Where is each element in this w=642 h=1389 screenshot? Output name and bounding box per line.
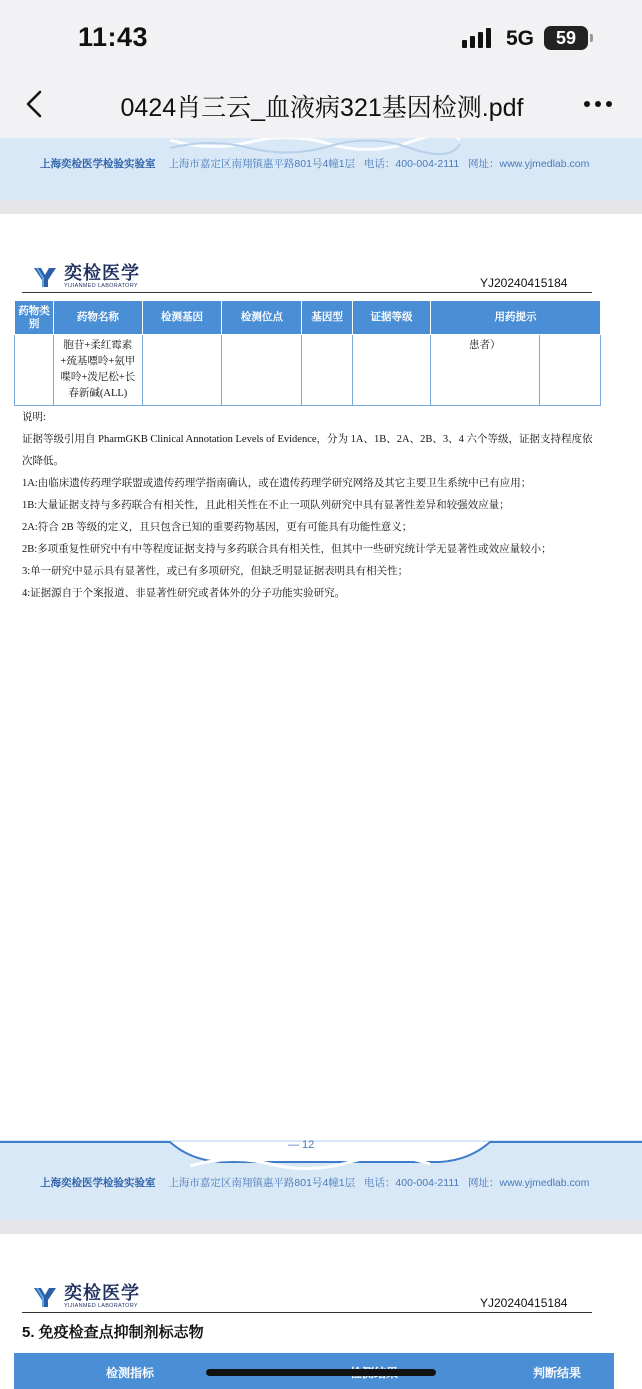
- notes-intro: 证据等级引用自 PharmGKB Clinical Annotation Levels of Evidence，分为 1A、1B、2A、2B、3、4 六个等级，证据支持程度依次降低。: [22, 434, 593, 467]
- col-gene: 检测基因: [142, 301, 222, 335]
- header-divider: [22, 292, 592, 293]
- company-logo: [32, 264, 140, 289]
- drug-table: [14, 300, 601, 406]
- clock: 11:43: [78, 22, 149, 52]
- col-judgement: 判断结果: [533, 1366, 582, 1380]
- note-2a: 2A:符合 2B 等级的定义，且只包含已知的重要药物基因，更有可能具有功能性意义；: [22, 522, 413, 533]
- notes-title: 说明:: [22, 412, 46, 423]
- home-indicator[interactable]: [206, 1369, 436, 1376]
- page-separator: [0, 1220, 642, 1234]
- page-separator: [0, 200, 642, 214]
- header-divider: [22, 1312, 592, 1313]
- logo-name: 奕检医学: [64, 263, 140, 283]
- report-id: YJ20240415184: [480, 276, 568, 290]
- cell-gene: [142, 335, 222, 406]
- lab-phone: 电话：400-004-2111: [363, 158, 460, 170]
- page-footer-band: [0, 138, 642, 200]
- cellular-signal-icon: [462, 28, 491, 48]
- note-4: 4:证据源自于个案报道、非显著性研究或者体外的分子功能实验研究。: [22, 588, 346, 599]
- note-1a: 1A:由临床遗传药理学联盟或遗传药理学指南确认，或在遗传药理学研究网络及其它主要卫生系统中已有应用；: [22, 478, 532, 489]
- note-3: 3:单一研究中显示具有显著性，或已有多项研究，但缺乏明显证据表明具有相关性；: [22, 566, 409, 577]
- yijian-logo-icon: [32, 265, 58, 289]
- document-title: 0424肖三云_血液病321基因检测.pdf: [120, 94, 524, 122]
- col-evidence-level: 证据等级: [353, 301, 431, 335]
- lab-name: 上海奕检医学检验实验室: [40, 158, 156, 170]
- cell-evidence: [353, 335, 431, 406]
- cell-tip: 患者）: [430, 335, 539, 406]
- lab-website: 网址：www.yjmedlab.com: [468, 158, 590, 170]
- col-medication-tip: 用药提示: [430, 301, 600, 335]
- more-options-button[interactable]: [584, 92, 618, 116]
- dna-wave-decoration: [0, 1140, 642, 1172]
- lab-info: [40, 1175, 589, 1190]
- lab-info: [40, 156, 589, 171]
- lab-name: 上海奕检医学检验实验室: [40, 1177, 156, 1189]
- col-drug-category: 药物类别: [15, 301, 54, 335]
- col-genotype: 基因型: [302, 301, 353, 335]
- battery-icon: [544, 26, 588, 50]
- yijian-logo-icon: [32, 1285, 58, 1309]
- status-bar: [0, 0, 642, 72]
- lab-address: 上海市嘉定区南翔镇惠平路801号4幢1层: [168, 158, 356, 170]
- lab-phone: 电话：400-004-2111: [363, 1177, 460, 1189]
- note-2b: 2B:多项重复性研究中有中等程度证据支持与多药联合具有相关性，但其中一些研究统计学无显著性或效应量较小；: [22, 544, 552, 555]
- logo-subtitle: YIJIANMED LABORATORY: [64, 283, 138, 289]
- page-footer-band: [0, 1140, 642, 1220]
- network-type: 5G: [506, 27, 535, 50]
- lab-address: 上海市嘉定区南翔镇惠平路801号4幢1层: [168, 1177, 356, 1189]
- cell-locus: [222, 335, 302, 406]
- nav-bar: [0, 72, 642, 138]
- logo-name: 奕检医学: [64, 1283, 140, 1303]
- lab-website: 网址：www.yjmedlab.com: [468, 1177, 590, 1189]
- cell-genotype: [302, 335, 353, 406]
- section-title: 5. 免疫检查点抑制剂标志物: [22, 1324, 204, 1341]
- cell-category: [15, 335, 54, 406]
- company-logo: [32, 1284, 140, 1309]
- note-1b: 1B:大量证据支持与多药联合有相关性，且此相关性在不止一项队列研究中具有显著性差异和较强效应量；: [22, 500, 510, 511]
- logo-subtitle: YIJIANMED LABORATORY: [64, 1303, 138, 1309]
- col-drug-name: 药物名称: [54, 301, 142, 335]
- report-id: YJ20240415184: [480, 1296, 568, 1310]
- table-row: [15, 335, 601, 406]
- page-number: — 12: [288, 1139, 315, 1151]
- back-button[interactable]: [20, 84, 50, 124]
- cell-tip-extra: [539, 335, 600, 406]
- chevron-left-icon: [20, 84, 50, 124]
- evidence-notes: [22, 407, 602, 605]
- cell-drug-name: 胞苷+柔红霉素+巯基嘌呤+氨甲喋呤+泼尼松+长春新碱(ALL): [54, 335, 142, 406]
- battery-level: 59: [555, 28, 577, 48]
- col-indicator: 检测指标: [106, 1366, 155, 1380]
- col-locus: 检测位点: [222, 301, 302, 335]
